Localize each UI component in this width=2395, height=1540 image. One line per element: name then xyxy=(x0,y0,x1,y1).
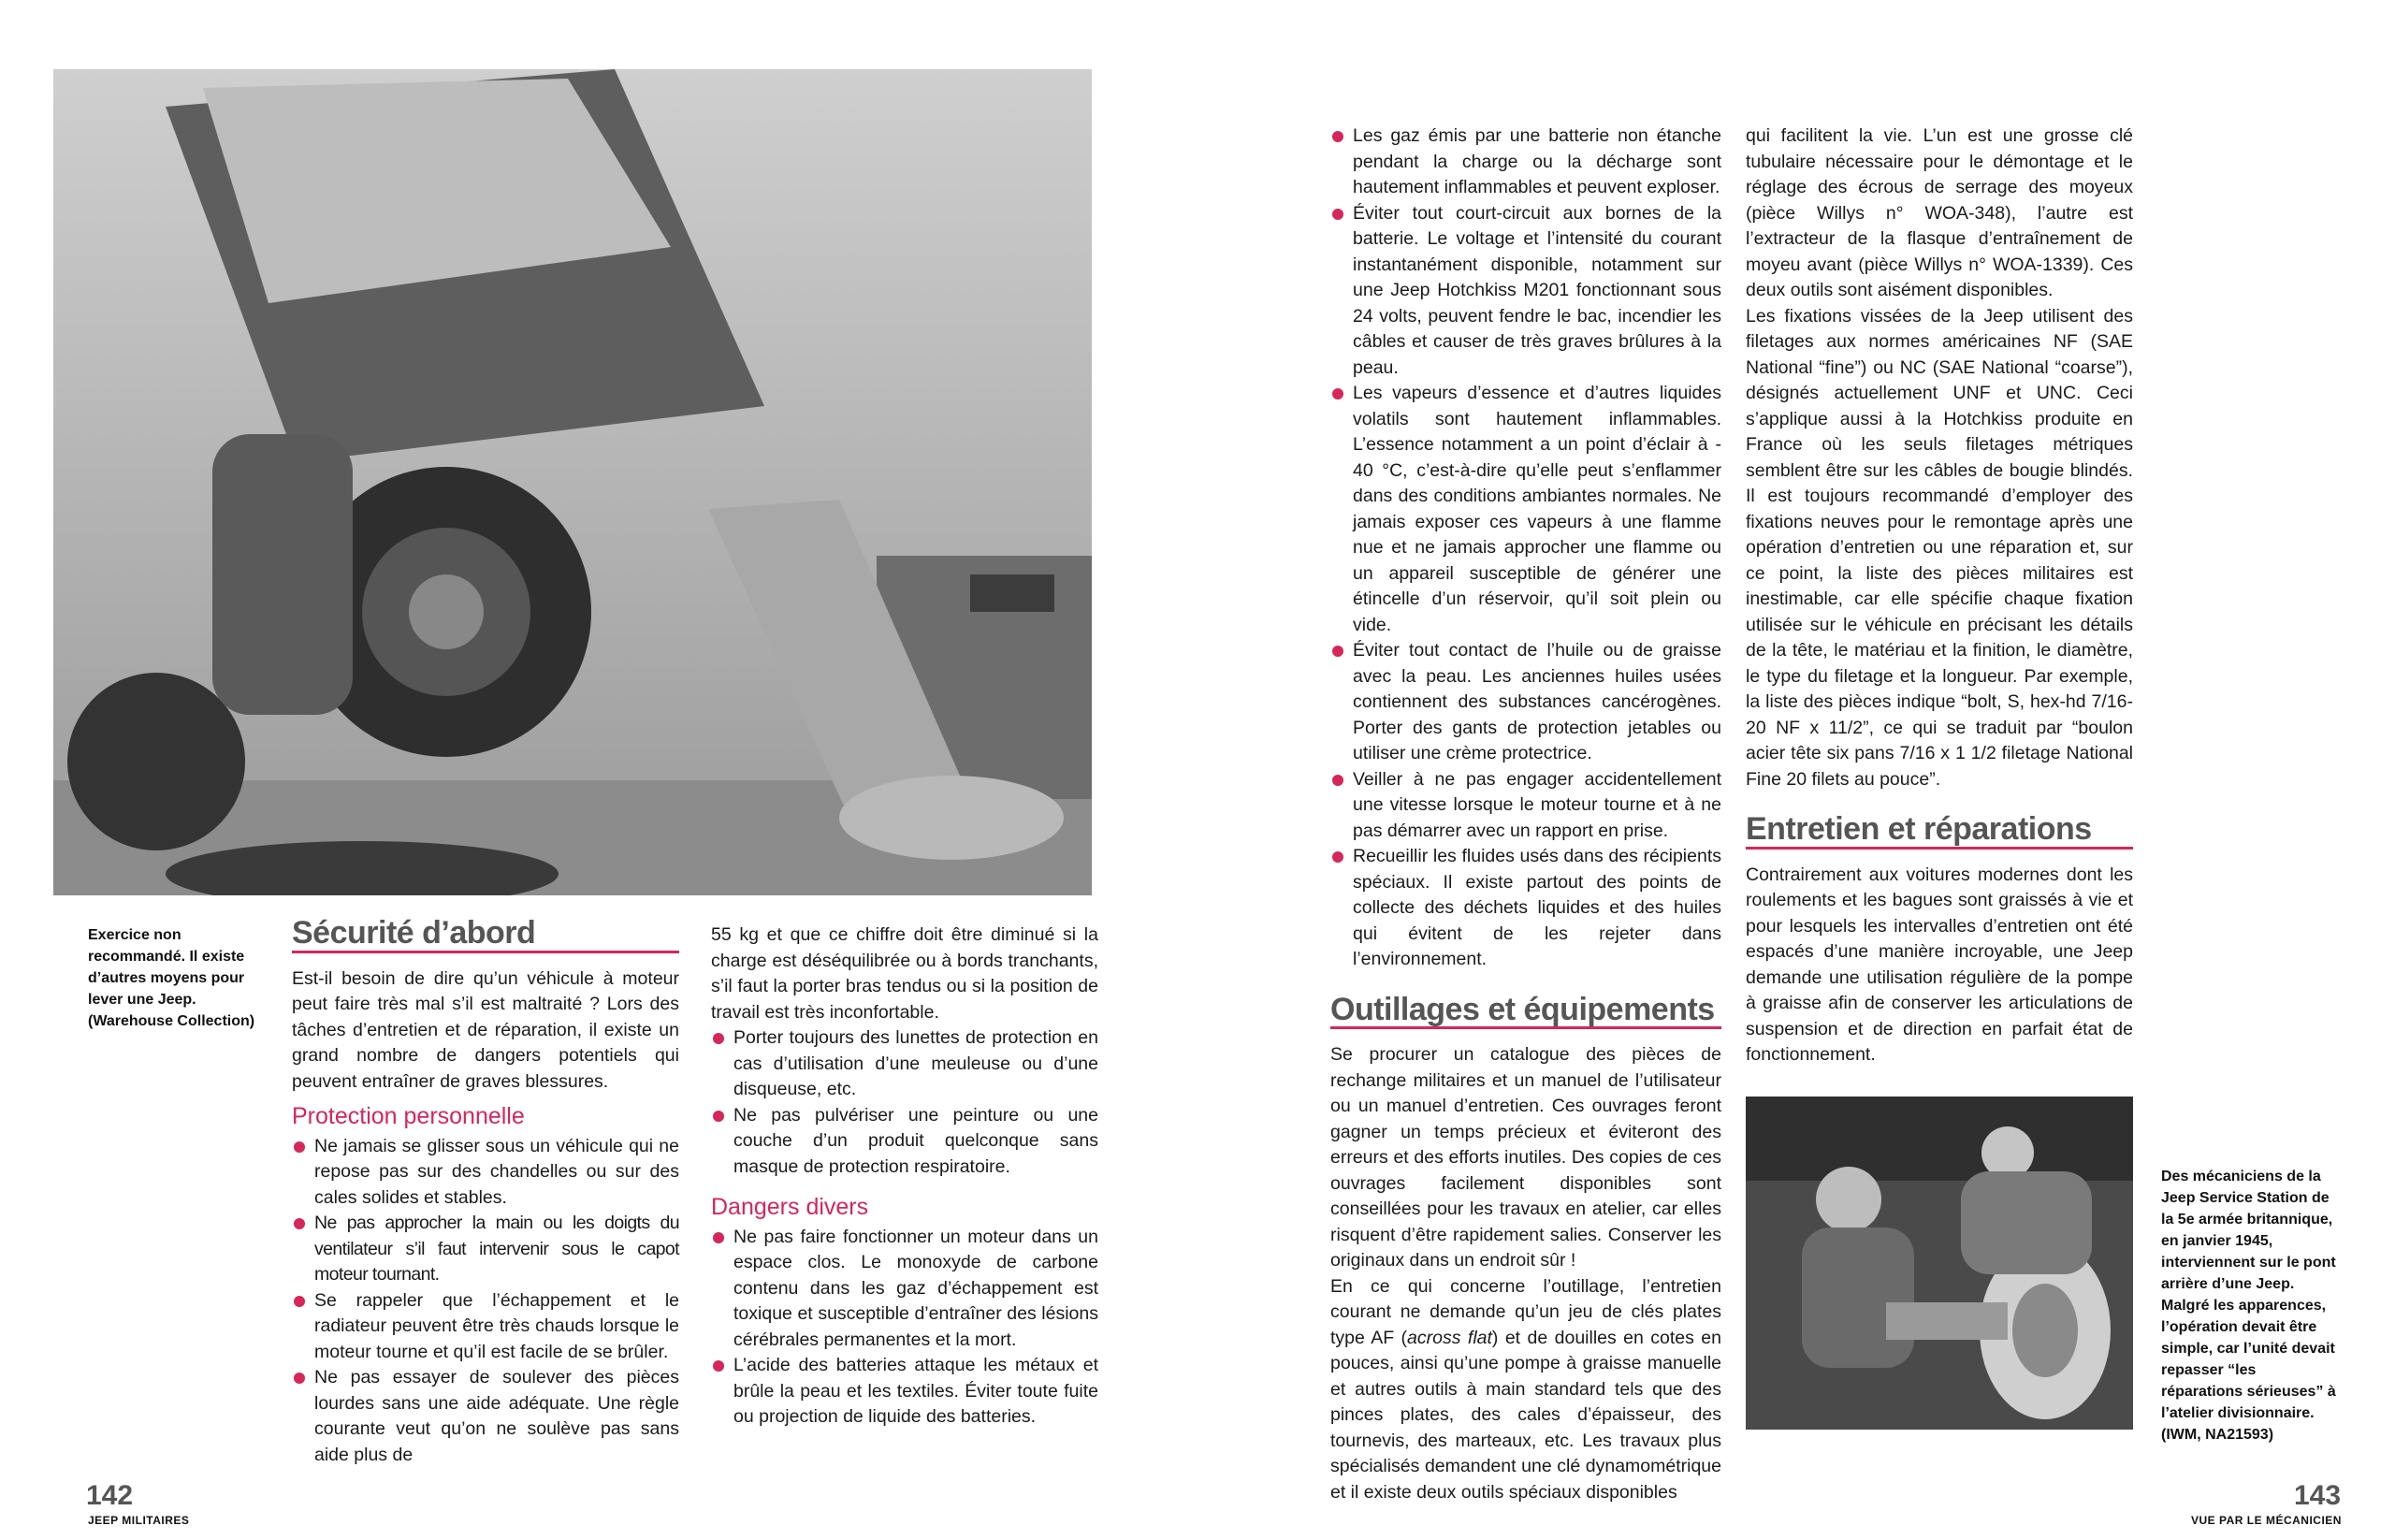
list-item: Recueillir les fluides usés dans des récipients spéciaux. Il existe partout des points de collecte des déchets liquides et des huiles qui évitent de les rejeter dans l’environnement. xyxy=(1330,844,1721,973)
continuation-paragraph: 55 kg et que ce chiffre doit être diminué si la charge est déséquilibrée ou à bords tranchants, s’il faut la porter bras tendus ou si la position de travail est très inconfortable. xyxy=(711,924,1098,1023)
list-item: Les vapeurs d’essence et d’autres liquides volatils sont hautement inflammables. L’essence notamment a un point d’éclair à - 40 °C, c’est-à-dire qu’elle peut s’enflammer dans des conditions ambiantes normales. Ne jamais exposer ces vapeurs à une flamme nue et ne jamais approcher une flamme ou un appareil susceptible de générer une étincelle d’un réservoir, qu’il soit plein ou vide. xyxy=(1330,381,1721,638)
list-item: L’acide des batteries attaque les métaux et brûle la peau et les textiles. Éviter toute fuite ou projection de liquide des batteries. xyxy=(711,1353,1098,1431)
section-title-entretien: Entretien et réparations xyxy=(1746,817,2133,850)
list-item: Ne pas faire fonctionner un moteur dans un espace clos. Le monoxyde de carbone contenu dans les gaz d’échappement est toxique et susceptible d’entraîner des lésions cérébrales permanentes et la mort. xyxy=(711,1225,1098,1354)
list-item: Ne pas essayer de soulever des pièces lourdes sans une aide adéquate. Une règle courante veut qu’on ne soulève pas sans aide plus de xyxy=(292,1365,679,1468)
list-item: Veiller à ne pas engager accidentellement une vitesse lorsque le moteur tourne et à ne pas démarrer avec un rapport en prise. xyxy=(1330,767,1721,845)
tools-paragraph-3: qui facilitent la vie. L’un est une grosse clé tubulaire nécessaire pour le démontage et le réglage des écrous de serrage des moyeux (pièce Willys n° WOA-348), l’autre est l’extracteur de la flasque d’entraînement de moyeu avant (pièce Willys n° WOA-1339). Ces deux outils sont aisément disponibles. xyxy=(1746,125,2133,300)
list-item: Se rappeler que l’échappement et le radiateur peuvent être très chauds lorsque le moteur tourne et qu’il est facile de se brûler. xyxy=(292,1288,679,1366)
page-number-left: 142 xyxy=(86,1480,134,1511)
list-item: Éviter tout court-circuit aux bornes de la batterie. Le voltage et l’intensité du courant instantanément disponible, notamment sur une Jeep Hotchkiss M201 fonctionnant sous 24 volts, peuvent fendre le bac, incendier les câbles et causer de très graves brûlures à la peau. xyxy=(1330,201,1721,382)
tools-text-italic: across flat xyxy=(1407,1327,1492,1348)
protection-list xyxy=(292,1134,679,1469)
running-head-left: JEEP MILITAIRES xyxy=(88,1514,190,1527)
section-title-outillages: Outillages et équipements xyxy=(1330,997,1721,1030)
tools-text-a: En ce qui concerne l’outillage, l’entretien courant ne demande qu’un jeu de clés plates type AF ( xyxy=(1330,1275,1721,1348)
list-item: Ne pas pulvériser une peinture ou une couche d’un produit quelconque sans masque de protection respiratoire. xyxy=(711,1103,1098,1181)
list-item: Éviter tout contact de l’huile ou de graisse avec la peau. Les anciennes huiles usées contiennent des substances cancérogènes. Porter des gants de protection jetables ou utiliser une crème protectrice. xyxy=(1330,638,1721,767)
page-number-right: 143 xyxy=(2294,1480,2342,1511)
subheading-dangers: Dangers divers xyxy=(711,1194,869,1220)
mechanics-photo xyxy=(1746,1097,2133,1430)
subheading-protection: Protection personnelle xyxy=(292,1103,525,1129)
list-item: Ne pas approcher la main ou les doigts du ventilateur s’il faut intervenir sous le capot moteur tournant. xyxy=(292,1211,679,1288)
tools-paragraph-1: Se procurer un catalogue des pièces de rechange militaires et un manuel de l’utilisateur ou un manuel d’entretien. Ces ouvrages feront gagner un temps précieux et éviteront des erreurs et des efforts inutiles. Des copies de ces ouvrages facilement disponibles sont conseillées pour les travaux en atelier, car elles risquent d’être rapidement salies. Conserver les originaux dans un endroit sûr ! xyxy=(1330,1044,1721,1271)
tools-paragraph-2 xyxy=(1330,1274,1721,1506)
list-item: Ne jamais se glisser sous un véhicule qui ne repose pas sur des chandelles ou sur des cales solides et stables. xyxy=(292,1134,679,1212)
list-item: Porter toujours des lunettes de protection en cas d’utilisation d’une meuleuse ou d’une disqueuse, etc. xyxy=(711,1025,1098,1103)
safety-list-continued xyxy=(1330,123,1721,973)
running-head-right: VUE PAR LE MÉCANICIEN xyxy=(2191,1514,2342,1527)
fasteners-paragraph: Les fixations vissées de la Jeep utilisent des filetages aux normes américaines NF (SAE National “fine”) ou NC (SAE National “coarse”), désignés actuellement UNF et UNC. Ceci s’applique aussi à la Hotchkiss produite en France où les seuls filetages métriques semblent être sur les câbles de bougie blindés. Il est toujours recommandé d’employer des fixations neuves pour le remontage après une opération d’entretien ou une réparation et, sur ce point, la liste des pièces militaires est inestimable, car elle spécifie chaque fixation utilisée sur le véhicule en précisant les détails de la tête, le matériau et la finition, le diamètre, le type du filetage et la longueur. Par exemple, la liste des pièces indique “bolt, S, hex-hd 7/16-20 NF x 11/2”, ce qui se traduit par “boulon acier tête six pans 7/16 x 1 1/2 filetage National Fine 20 filets au pouce”. xyxy=(1746,305,2133,790)
right-column-1 xyxy=(1330,123,1721,1505)
list-item: Les gaz émis par une batterie non étanche pendant la charge ou la décharge sont hautement inflammables et peuvent exploser. xyxy=(1330,123,1721,201)
equipment-list xyxy=(711,1025,1098,1180)
section-title-securite: Sécurité d’abord xyxy=(292,921,679,953)
dangers-list xyxy=(711,1225,1098,1431)
photo-caption-right: Des mécaniciens de la Jeep Service Station de la 5e armée britannique, en janvier 1945, interviennent sur le pont arrière d’une Jeep. Malgré les apparences, l’opération devait être simple, car l’unité devait repasser “les réparations sérieuses” à l’atelier divisionnaire. (IWM, NA21593) xyxy=(2161,1169,2336,1443)
right-column-2 xyxy=(1746,123,2133,1068)
intro-paragraph: Est-il besoin de dire qu’un véhicule à moteur peut faire très mal s’il est maltraité ? Lors des tâches d’entretien et de réparation, il existe un grand nombre de dangers potentiels qui peuvent entraîner de graves blessures. xyxy=(292,967,679,1092)
left-column-2 xyxy=(711,923,1098,1431)
photo-caption-left: Exercice non recommandé. Il existe d’autres moyens pour lever une Jeep. (Warehouse Collection) xyxy=(88,927,255,1029)
maintenance-paragraph: Contrairement aux voitures modernes dont les roulements et les bagues sont graissés à vie et pour lesquels les intervalles d’entretien ont été espacés d’une manière incroyable, une Jeep demande une utilisation régulière de la pompe à graisse afin de conserver les articulations de suspension et de direction en parfait état de fonctionnement. xyxy=(1746,864,2133,1065)
tools-text-b: ) et de douilles en cotes en pouces, ainsi qu’une pompe à graisse manuelle et autres outils à main standard tels que des pinces plates, des cales d’épaisseur, des tournevis, des marteaux, etc. Les travaux plus spécialisés demandent une clé dynamométrique et il existe deux outils spéciaux disponibles xyxy=(1330,1327,1721,1503)
jeep-lifting-photo xyxy=(53,69,1092,895)
left-column-1 xyxy=(292,915,679,1468)
